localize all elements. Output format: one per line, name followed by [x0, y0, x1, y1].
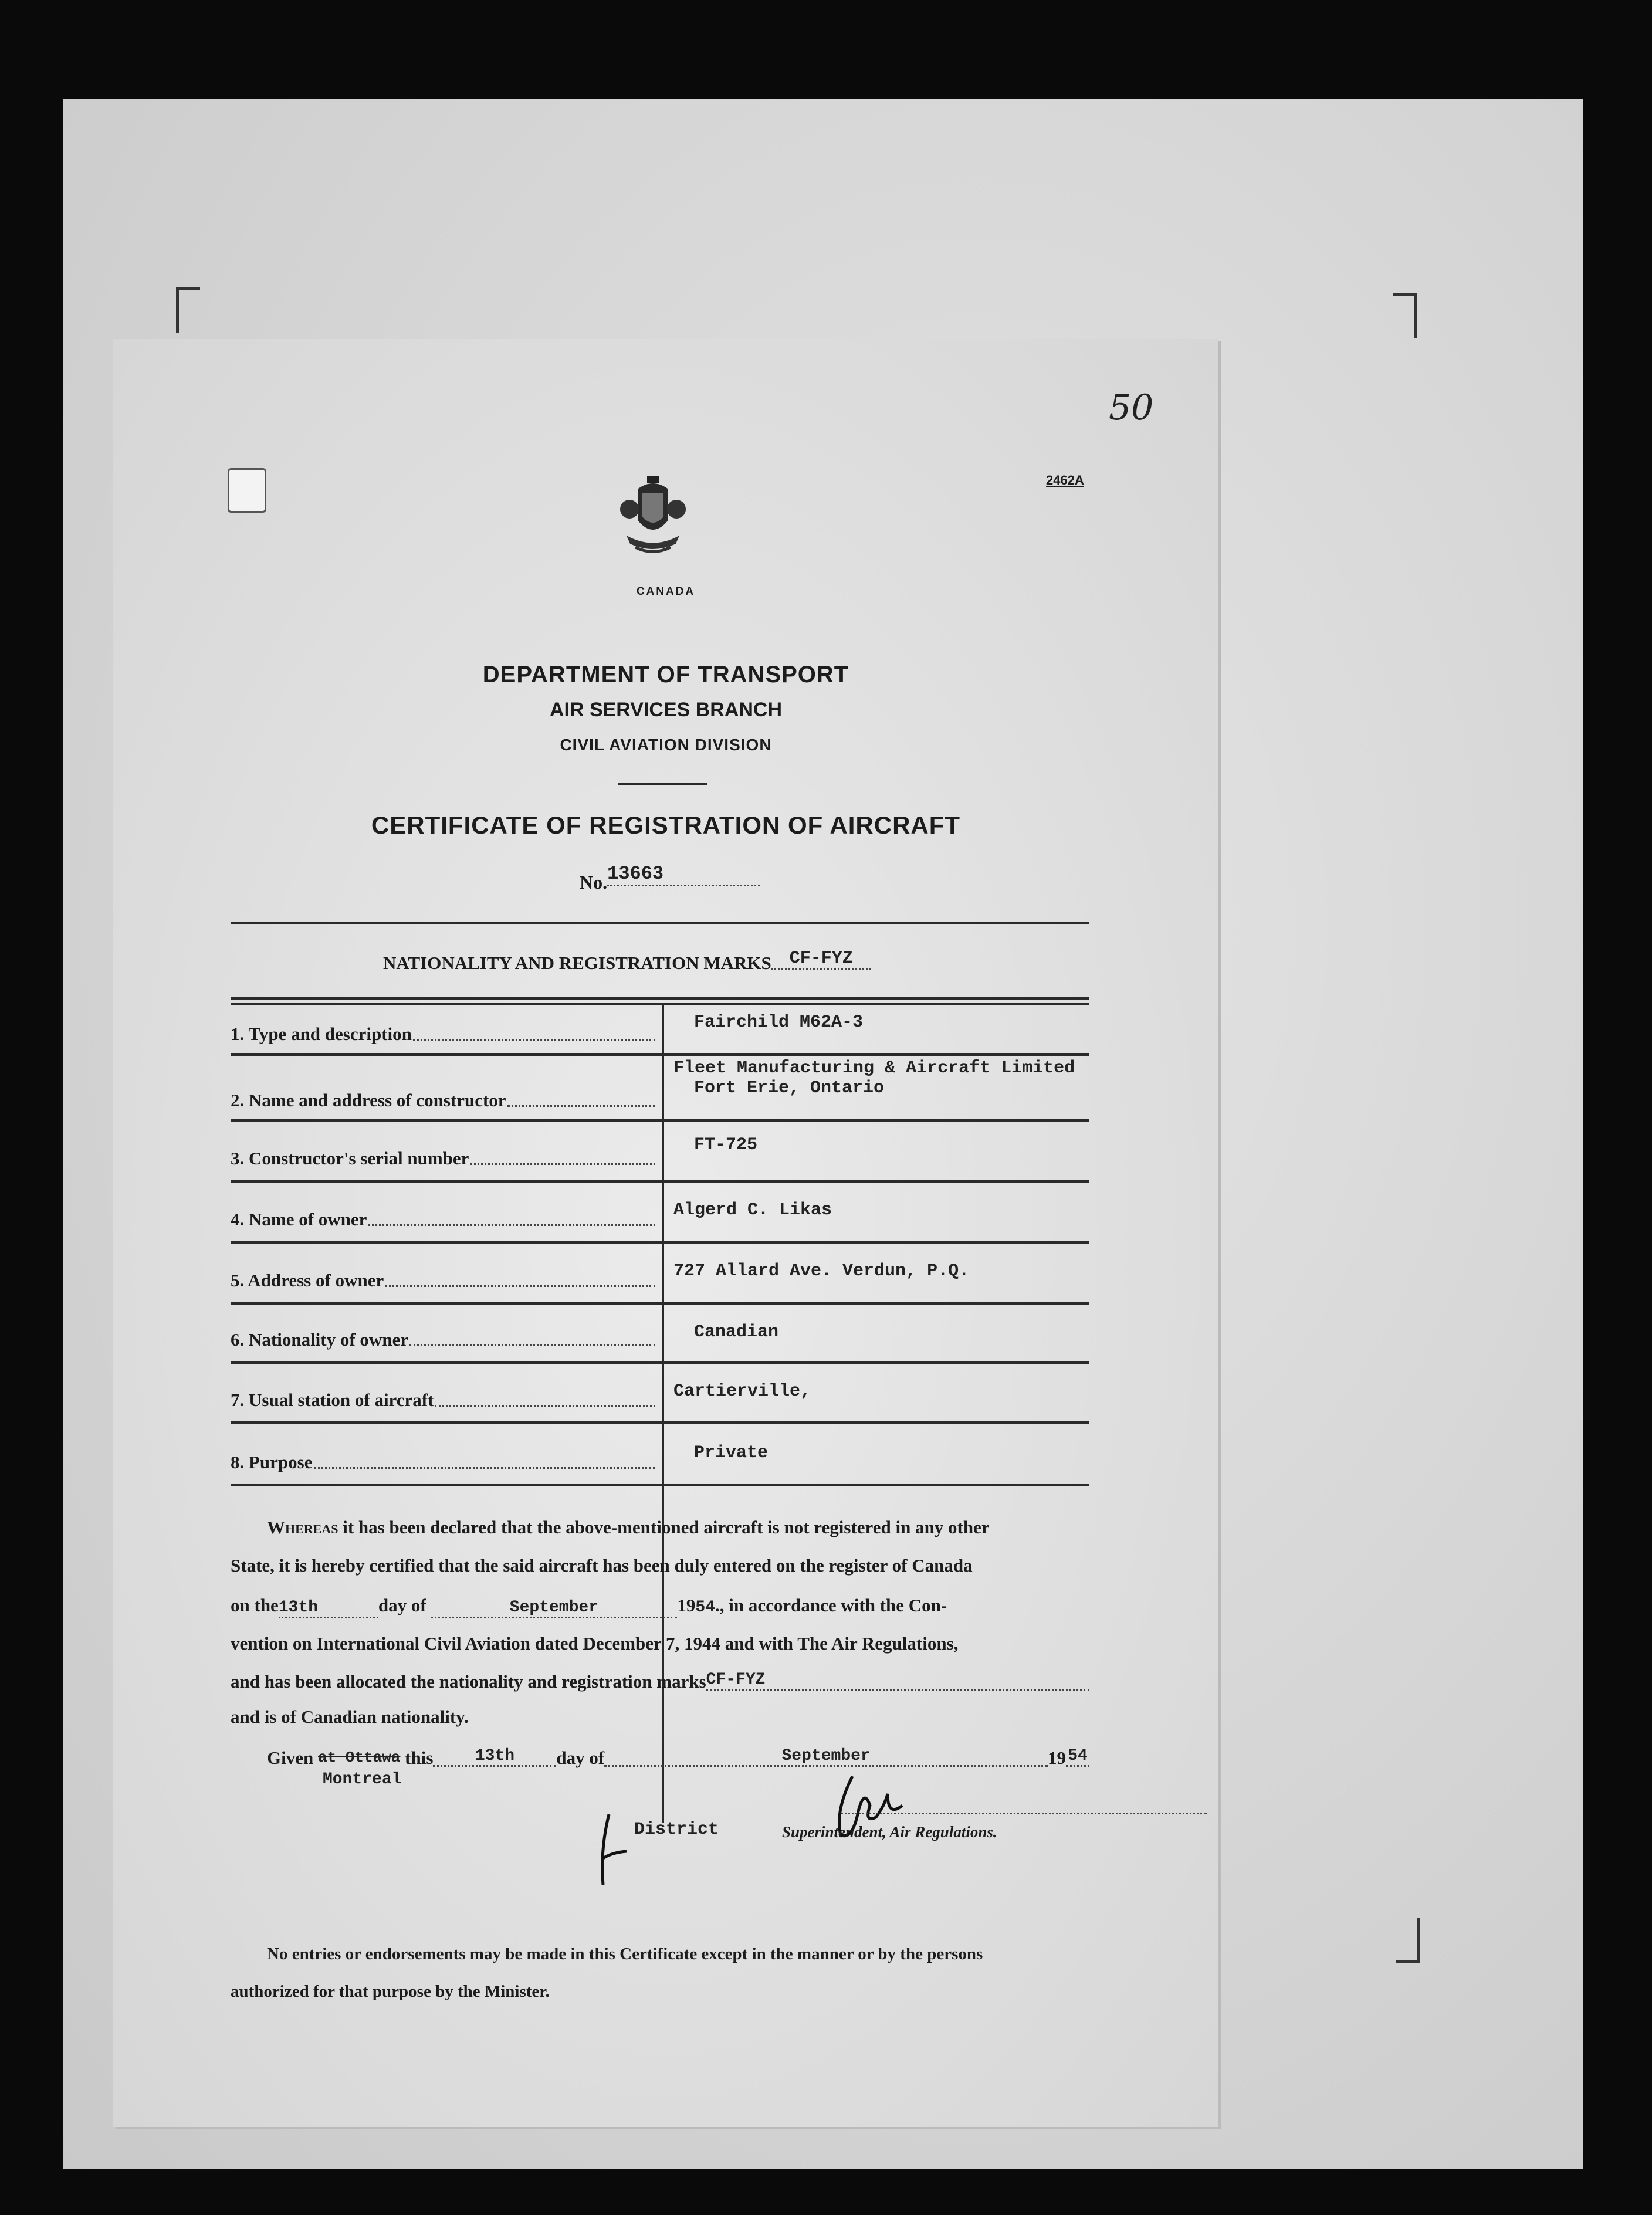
table-row	[231, 1305, 1089, 1364]
certificate-title: CERTIFICATE OF REGISTRATION OF AIRCRAFT	[371, 811, 961, 839]
row-label-text: 1. Type and description	[231, 1024, 412, 1044]
nationality-marks-label: NATIONALITY AND REGISTRATION MARKS	[383, 953, 771, 973]
certificate-number-value: 13663	[607, 863, 760, 886]
row-value: Algerd C. Likas	[673, 1200, 832, 1220]
row-value: FT-725	[694, 1135, 758, 1155]
given-month: September	[604, 1747, 1048, 1767]
pen-mark-icon	[594, 1811, 629, 1888]
crest-caption: CANADA	[636, 585, 696, 598]
leader-dots	[507, 1105, 655, 1107]
crop-mark	[1396, 1918, 1420, 1963]
table-row	[231, 1364, 1089, 1424]
this-label: this	[405, 1747, 434, 1768]
registration-day: 13th	[279, 1598, 378, 1618]
given-year: 54	[1066, 1747, 1089, 1767]
row-label	[231, 1090, 659, 1111]
row-value-line2: Fort Erie, Ontario	[694, 1078, 885, 1098]
row-value: Cartierville,	[673, 1381, 811, 1401]
footer-line: authorized for that purpose by the Minister.	[231, 1982, 550, 2001]
department-heading: DEPARTMENT OF TRANSPORT	[482, 662, 849, 687]
body-line: vention on International Civil Aviation dated December 7, 1944 and with The Air Regulations,	[231, 1633, 959, 1654]
whereas-word: Whereas	[267, 1517, 338, 1537]
table-row	[231, 1056, 1089, 1122]
row-label	[231, 1452, 659, 1473]
crop-mark	[1393, 293, 1417, 338]
table-row	[231, 1122, 1089, 1183]
given-day: 13th	[433, 1747, 556, 1767]
row-label-text: 6. Nationality of owner	[231, 1329, 409, 1350]
given-label: Given	[267, 1747, 314, 1768]
registration-year: 54	[695, 1598, 716, 1617]
allocated-marks: CF-FYZ	[706, 1671, 1089, 1691]
body-text: on the	[231, 1595, 279, 1615]
dayof-label: day of	[556, 1747, 605, 1768]
row-label-text: 4. Name of owner	[231, 1209, 367, 1230]
branch-heading: AIR SERVICES BRANCH	[549, 699, 783, 721]
struck-place: at Ottawa	[317, 1749, 401, 1766]
row-label	[231, 1148, 659, 1169]
row-label-text: 7. Usual station of aircraft	[231, 1390, 434, 1410]
handwritten-page-number: 50	[1109, 387, 1154, 428]
row-label	[231, 1270, 659, 1291]
leader-dots	[409, 1344, 655, 1346]
divider	[231, 922, 1089, 924]
row-value: Canadian	[694, 1322, 779, 1342]
registration-month: September	[431, 1598, 677, 1618]
body-line	[231, 1596, 1089, 1618]
body-line	[231, 1518, 1126, 1536]
table-row	[231, 1005, 1089, 1056]
district-stamp: District	[634, 1820, 719, 1840]
body-line	[231, 1671, 1089, 1691]
double-rule	[231, 997, 1089, 1000]
signatory-title: Superintendent, Air Regulations.	[782, 1823, 997, 1841]
leader-dots	[470, 1163, 655, 1165]
division-heading: CIVIL AVIATION DIVISION	[560, 736, 772, 754]
body-text: and has been allocated the nationality and registration marks	[231, 1671, 706, 1692]
body-text: it has been declared that the above-mentioned aircraft is not registered in any other	[338, 1517, 990, 1537]
form-number: 2462A	[1046, 473, 1084, 487]
year-prefix: 19	[1048, 1747, 1066, 1768]
crop-mark	[176, 287, 200, 333]
row-value: 727 Allard Ave. Verdun, P.Q.	[673, 1261, 970, 1281]
given-line	[231, 1747, 1089, 1767]
row-label	[231, 1024, 659, 1045]
table-row	[231, 1244, 1089, 1305]
table-row	[231, 1424, 1089, 1486]
leader-dots	[368, 1224, 655, 1226]
paper-clip-mark	[228, 468, 266, 513]
leader-dots	[413, 1039, 655, 1041]
table-row	[231, 1183, 1089, 1244]
certificate-number	[580, 863, 760, 893]
certificate-page	[113, 339, 1218, 2127]
row-value: Fairchild M62A-3	[694, 1012, 864, 1032]
nationality-marks-value: CF-FYZ	[771, 949, 871, 970]
leader-dots	[314, 1467, 656, 1469]
body-line: and is of Canadian nationality.	[231, 1706, 469, 1727]
divider	[618, 783, 707, 785]
signature-line	[841, 1813, 1207, 1814]
registration-table	[231, 1005, 1089, 1486]
row-label	[231, 1209, 659, 1230]
certificate-number-label: No.	[580, 872, 608, 893]
row-label	[231, 1329, 659, 1350]
coat-of-arms-icon	[618, 471, 688, 565]
row-label-text: 2. Name and address of constructor	[231, 1090, 506, 1110]
nationality-marks-line	[383, 949, 871, 974]
body-text: ., in accordance with the Con-	[715, 1595, 947, 1615]
row-label	[231, 1390, 659, 1411]
body-text: 19	[677, 1595, 696, 1615]
leader-dots	[385, 1285, 655, 1287]
body-line: State, it is hereby certified that the said aircraft has been duly entered on the register of Canada	[231, 1555, 973, 1576]
leader-dots	[435, 1405, 655, 1407]
body-text: day of	[378, 1595, 426, 1615]
footer-line: No entries or endorsements may be made in this Certificate except in the manner or by the persons	[267, 1945, 983, 1963]
row-value: Private	[694, 1443, 769, 1463]
given-place: Montreal	[323, 1770, 402, 1789]
row-label-text: 8. Purpose	[231, 1452, 313, 1472]
row-label-text: 3. Constructor's serial number	[231, 1148, 469, 1169]
row-label-text: 5. Address of owner	[231, 1270, 384, 1291]
row-value: Fleet Manufacturing & Aircraft Limited	[673, 1058, 1075, 1078]
